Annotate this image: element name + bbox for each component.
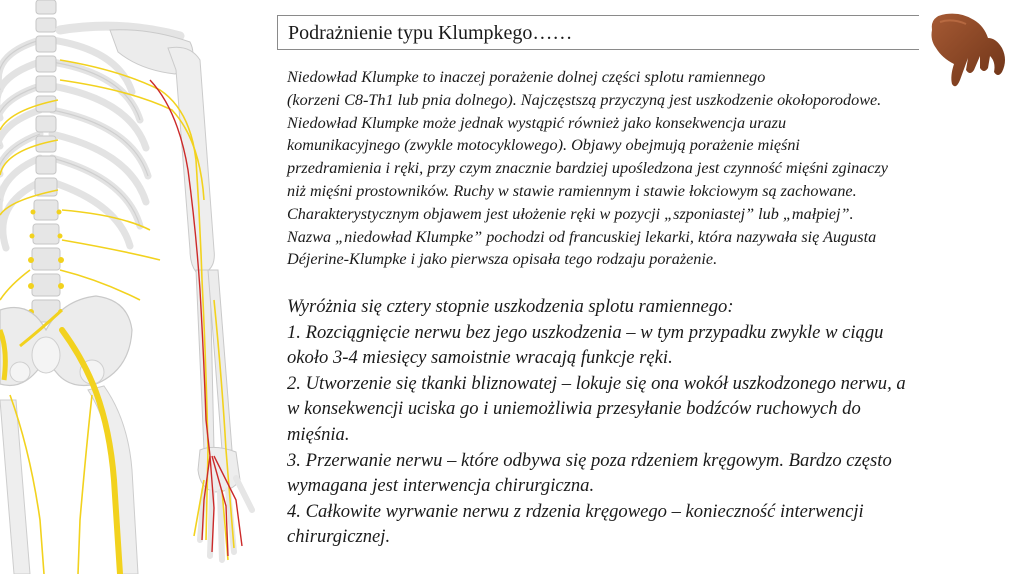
- list-item: 4. Całkowite wyrwanie nerwu z rdzenia kręgowego – konieczność interwencji: [287, 500, 864, 522]
- list-item: mięśnia.: [287, 423, 350, 445]
- text-line: Niedowład Klumpke to inaczej porażenie dolnej części splotu ramiennego: [287, 68, 766, 86]
- text-line: komunikacyjnego (zwykle motocyklowego). Objawy obejmują porażenie mięśni: [287, 136, 800, 155]
- list-item: 3. Przerwanie nerwu – które odbywa się poza rdzeniem kręgowym. Bardzo często: [287, 449, 892, 471]
- page-title: Podrażnienie typu Klumpkego……: [288, 22, 573, 44]
- list-heading: Wyróżnia się cztery stopnie uszkodzenia splotu ramiennego:: [287, 296, 734, 317]
- list-item: 1. Rozciągnięcie nerwu bez jego uszkodzenia – w tym przypadku zwykle w ciągu: [287, 321, 884, 343]
- list-item: około 3-4 miesięcy samoistnie wracają funkcje ręki.: [287, 347, 673, 369]
- description-paragraph: [287, 66, 1007, 271]
- text-line: niż mięśni prostowników. Ruchy w stawie ramiennym i stawie łokciowym są zachowane.: [287, 181, 857, 200]
- degrees-list: [287, 294, 1017, 550]
- text-line: Déjerine-Klumpke i jako pierwsza opisała tego rodzaju porażenie.: [287, 250, 718, 269]
- title-bar: [277, 15, 919, 50]
- text-line: Nazwa „niedowład Klumpke” pochodzi od francuskiej lekarki, która nazywała się Augusta: [287, 227, 877, 246]
- list-item: w konsekwencji uciska go i uniemożliwia przesyłanie bodźców ruchowych do: [287, 398, 861, 420]
- list-item: chirurgicznej.: [287, 526, 391, 548]
- text-line: (korzeni C8-Th1 lub pnia dolnego). Najczęstszą przyczyną jest uszkodzenie okołoporodowe.: [287, 90, 882, 109]
- text-line: Niedowład Klumpke może jednak wystąpić również jako konsekwencja urazu: [287, 113, 787, 132]
- text-line: Charakterystycznym objawem jest ułożenie ręki w pozycji „szponiastej” lub „małpiej”.: [287, 204, 854, 223]
- list-item: 2. Utworzenie się tkanki bliznowatej – lokuje się ona wokół uszkodzonego nerwu, a: [287, 372, 906, 394]
- list-item: wymagana jest interwencja chirurgiczna.: [287, 475, 595, 497]
- text-line: przedramienia i ręki, przy czym znacznie bardziej upośledzona jest czynność mięśni zginaczy: [287, 159, 888, 178]
- skeleton-nerves-illustration: [0, 0, 270, 574]
